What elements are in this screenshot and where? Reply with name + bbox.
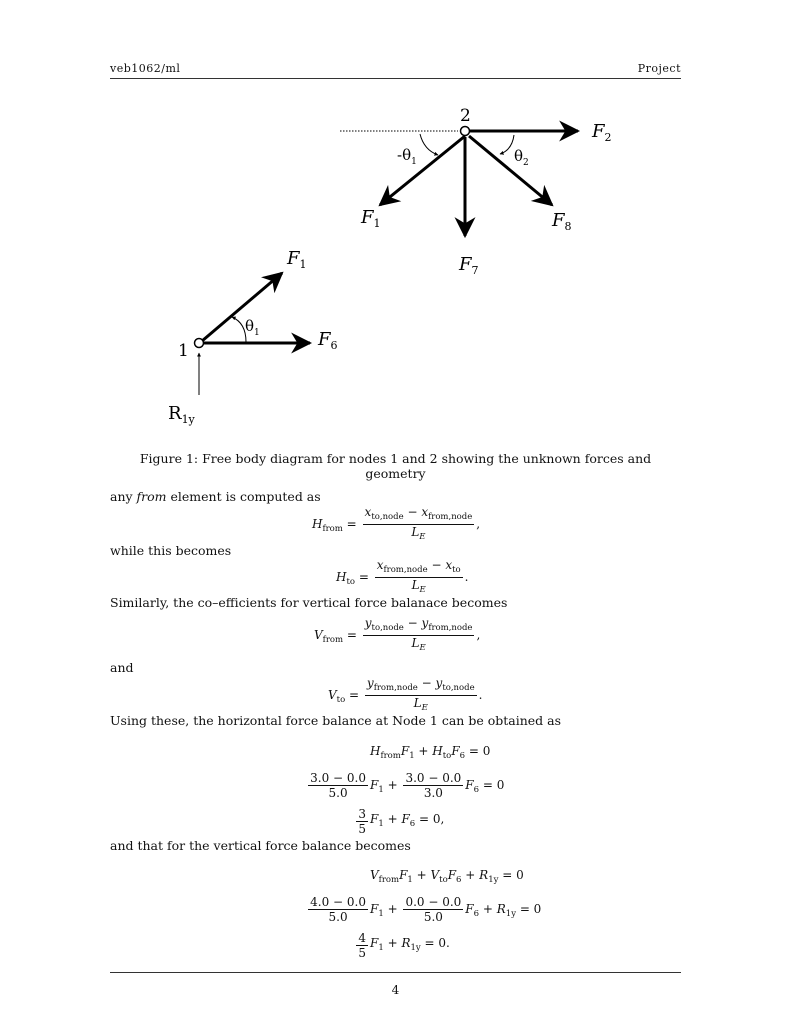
node-2 xyxy=(461,127,470,136)
label-f1-node2: $F_1$ xyxy=(361,207,381,230)
paragraph-vertical-coefficients: Similarly, the co–efficients for vertical force balanace becomes xyxy=(110,595,508,610)
running-header-right: Project xyxy=(637,62,681,75)
label-neg-theta1: $-\theta_1$ xyxy=(397,146,417,167)
paragraph-from-element: any from element is computed as xyxy=(110,489,321,504)
angle-arc-theta2 xyxy=(500,135,514,154)
label-f2: $F_2$ xyxy=(592,121,612,144)
node-1 xyxy=(195,339,204,348)
force-arrow-f1-node2 xyxy=(380,136,465,205)
equation-h-from: $H_{from}$ = $\frac{x_{to,node} - x_{from,node}}{L_E}$ , xyxy=(312,505,481,542)
page-number: 4 xyxy=(391,983,400,997)
label-f6: $F_6$ xyxy=(318,329,338,352)
equation-v-to: $V_{to}$ = $\frac{y_{from,node} - y_{to,node}}{L_E}$ . xyxy=(328,676,483,713)
equation-vertical-balance: $V_{from}F_1 + V_{to}F_6 + R_{1y} = 0$ $\frac{4.0 - 0.0}{5.0}$ $F_1$ + $\frac{0.0 - 0.0}{5.0}$ $F_6 + R_{1y} = 0$ $\frac{4}{5}$ $F_1 + R_{1y} = 0$. xyxy=(310,867,542,960)
header-rule xyxy=(110,78,681,79)
node-2-label: 2 xyxy=(460,106,471,126)
equation-v-from: $V_{from}$ = $\frac{y_{to,node} - y_{from,node}}{L_E}$ , xyxy=(314,616,481,653)
label-f1-node1: $F_1$ xyxy=(287,248,307,271)
angle-arc-neg-theta1 xyxy=(420,134,438,155)
running-header-left: veb1062/ml xyxy=(110,62,181,75)
paragraph-while: while this becomes xyxy=(110,543,232,558)
equation-horizontal-balance: $H_{from}F_1 + H_{to}F_6 = 0$ $\frac{3.0 - 0.0}{5.0}$ $F_1$ + $\frac{3.0 - 0.0}{3.0}$ $F_6 = 0$ $\frac{3}{5}$ $F_1 + F_6 = 0$, xyxy=(310,743,505,836)
paragraph-vertical-balance: and that for the vertical force balance becomes xyxy=(110,838,411,853)
free-body-diagram xyxy=(0,90,791,440)
paragraph-horizontal-balance: Using these, the horizontal force balance at Node 1 can be obtained as xyxy=(110,713,561,728)
label-theta1: $\theta_1$ xyxy=(245,317,260,338)
label-f8: $F_8$ xyxy=(552,210,572,233)
force-arrow-f1-node1 xyxy=(202,273,282,341)
figure-caption: Figure 1: Free body diagram for nodes 1 and 2 showing the unknown forces and geometry xyxy=(139,451,652,481)
label-theta2: $\theta_2$ xyxy=(514,147,529,168)
paragraph-and: and xyxy=(110,660,134,675)
vbal-row-1: $V_{from}F_1 + V_{to}F_6 + R_{1y} = 0$ xyxy=(370,867,524,885)
label-f7: $F_7$ xyxy=(459,254,479,277)
hbal-row-1: $H_{from}F_1 + H_{to}F_6 = 0$ xyxy=(370,743,491,761)
angle-arc-theta1 xyxy=(232,317,246,342)
footer-rule xyxy=(110,972,681,973)
equation-h-to: $H_{to}$ = $\frac{x_{from,node} - x_{to}}{L_E}$ . xyxy=(336,558,469,595)
node-1-label: 1 xyxy=(178,341,189,361)
label-r1y: $R_{1y}$ xyxy=(168,403,195,426)
